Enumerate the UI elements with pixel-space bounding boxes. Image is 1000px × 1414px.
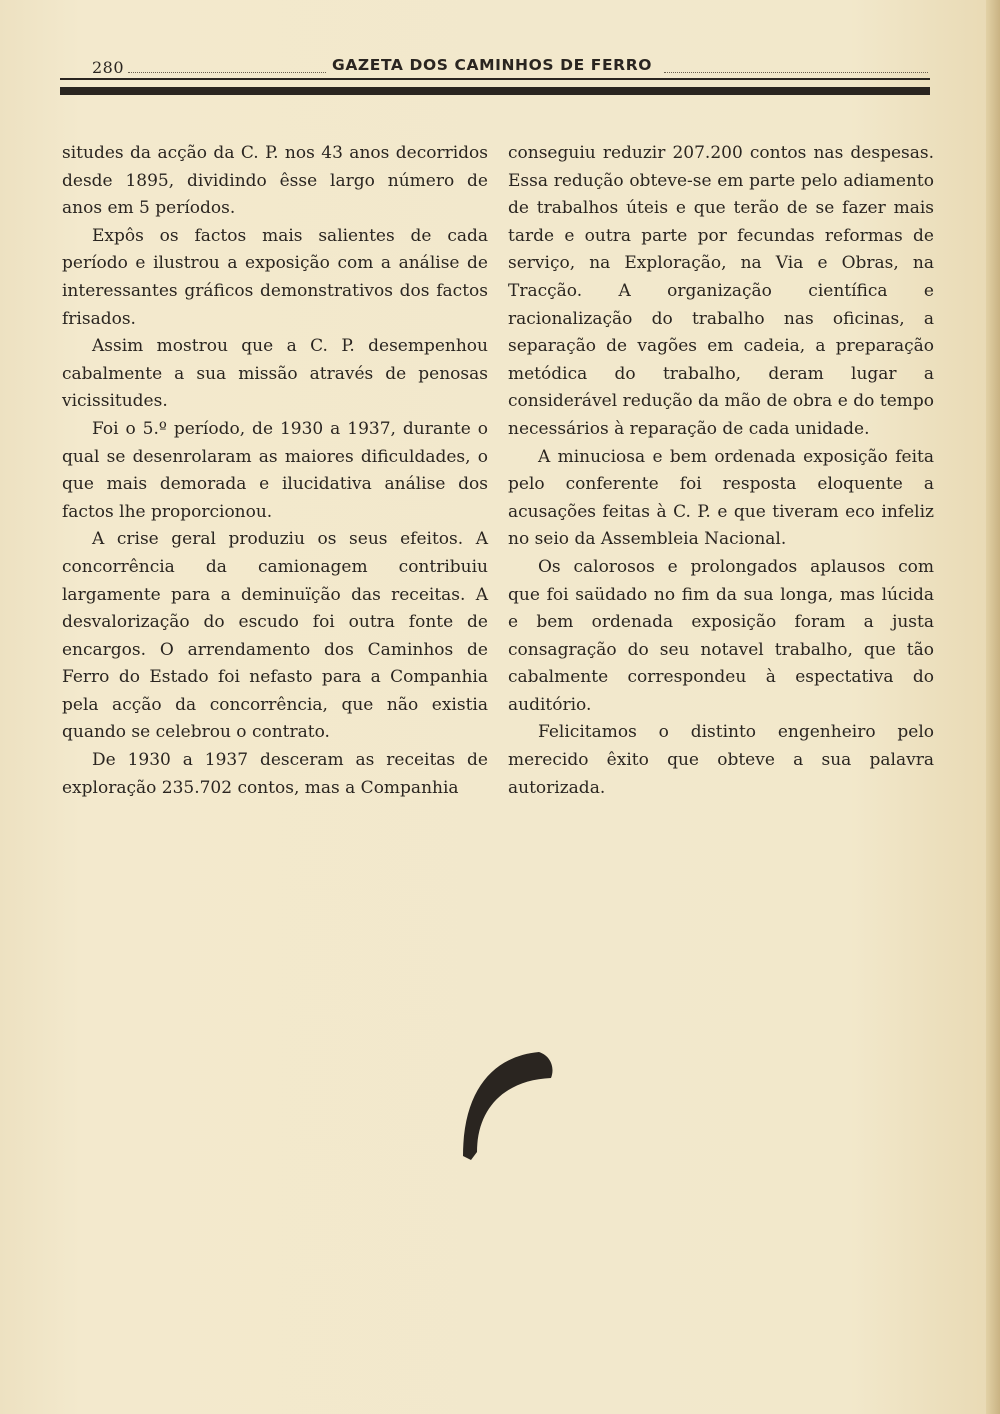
paragraph: Foi o 5.º período, de 1930 a 1937, durante o qual se desenrolaram as maiores dificuldades, o que mais demorada e ilucidativa análise dos factos lhe proporcionou. xyxy=(62,418,488,522)
text-column-right xyxy=(508,140,934,802)
text-column-left xyxy=(62,140,488,802)
paragraph: situdes da acção da C. P. nos 43 anos decorridos desde 1895, dividindo êsse largo número de anos em 5 períodos. xyxy=(62,143,488,219)
page-number: 280 xyxy=(92,58,125,77)
paragraph: conseguiu reduzir 207.200 contos nas despesas. Essa redução obteve-se em parte pelo adiamento de trabalhos úteis e que terão de se fazer mais tarde e outra parte por fecundas reformas de serviço, na Exploração, na Via e Obras, na Tracção. A organização científica e racionalização do trabalho nas oficinas, a separação de vagões em cadeia, a preparação metódica do trabalho, deram lugar a considerável redução da mão de obra e do tempo necessários à reparação de cada unidade. xyxy=(508,143,934,439)
header-dotted-leader-right xyxy=(664,72,928,73)
paragraph: De 1930 a 1937 desceram as receitas de exploração 235.702 contos, mas a Companhia xyxy=(62,750,488,798)
paragraph: Felicitamos o distinto engenheiro pelo merecido êxito que obteve a sua palavra autorizada. xyxy=(508,722,934,798)
paragraph: A minuciosa e bem ordenada exposição feita pelo conferente foi resposta eloquente a acusações feitas à C. P. e que tiveram eco infeliz no seio da Assembleia Nacional. xyxy=(508,446,934,550)
paragraph: Os calorosos e prolongados aplausos com que foi saüdado no fim da sua longa, mas lúcida e bem ordenada exposição foram a justa consagração do seu notavel trabalho, que tão cabalmente correspondeu à espectativa do auditório. xyxy=(508,556,934,715)
header-rule-thick xyxy=(60,87,930,95)
paragraph: Assim mostrou que a C. P. desempenhou cabalmente a sua missão através de penosas vicissitudes. xyxy=(62,336,488,412)
paragraph: Expôs os factos mais salientes de cada período e ilustrou a exposição com a análise de interessantes gráficos demonstrativos dos factos frisados. xyxy=(62,225,488,329)
page-spine-shadow xyxy=(986,0,1000,1414)
curved-horn-ornament-icon xyxy=(455,1048,560,1163)
header-rule-thin xyxy=(60,78,930,80)
running-title: GAZETA DOS CAMINHOS DE FERRO xyxy=(332,56,653,74)
paragraph: A crise geral produziu os seus efeitos. A concorrência da camionagem contribuiu largamente para a deminuïção das receitas. A desvalorização do escudo foi outra fonte de encargos. O arrendamento dos Caminhos de Ferro do Estado foi nefasto para a Companhia pela acção da concorrência, que não existia quando se celebrou o contrato. xyxy=(62,529,488,743)
header-dotted-leader-left xyxy=(128,72,326,73)
